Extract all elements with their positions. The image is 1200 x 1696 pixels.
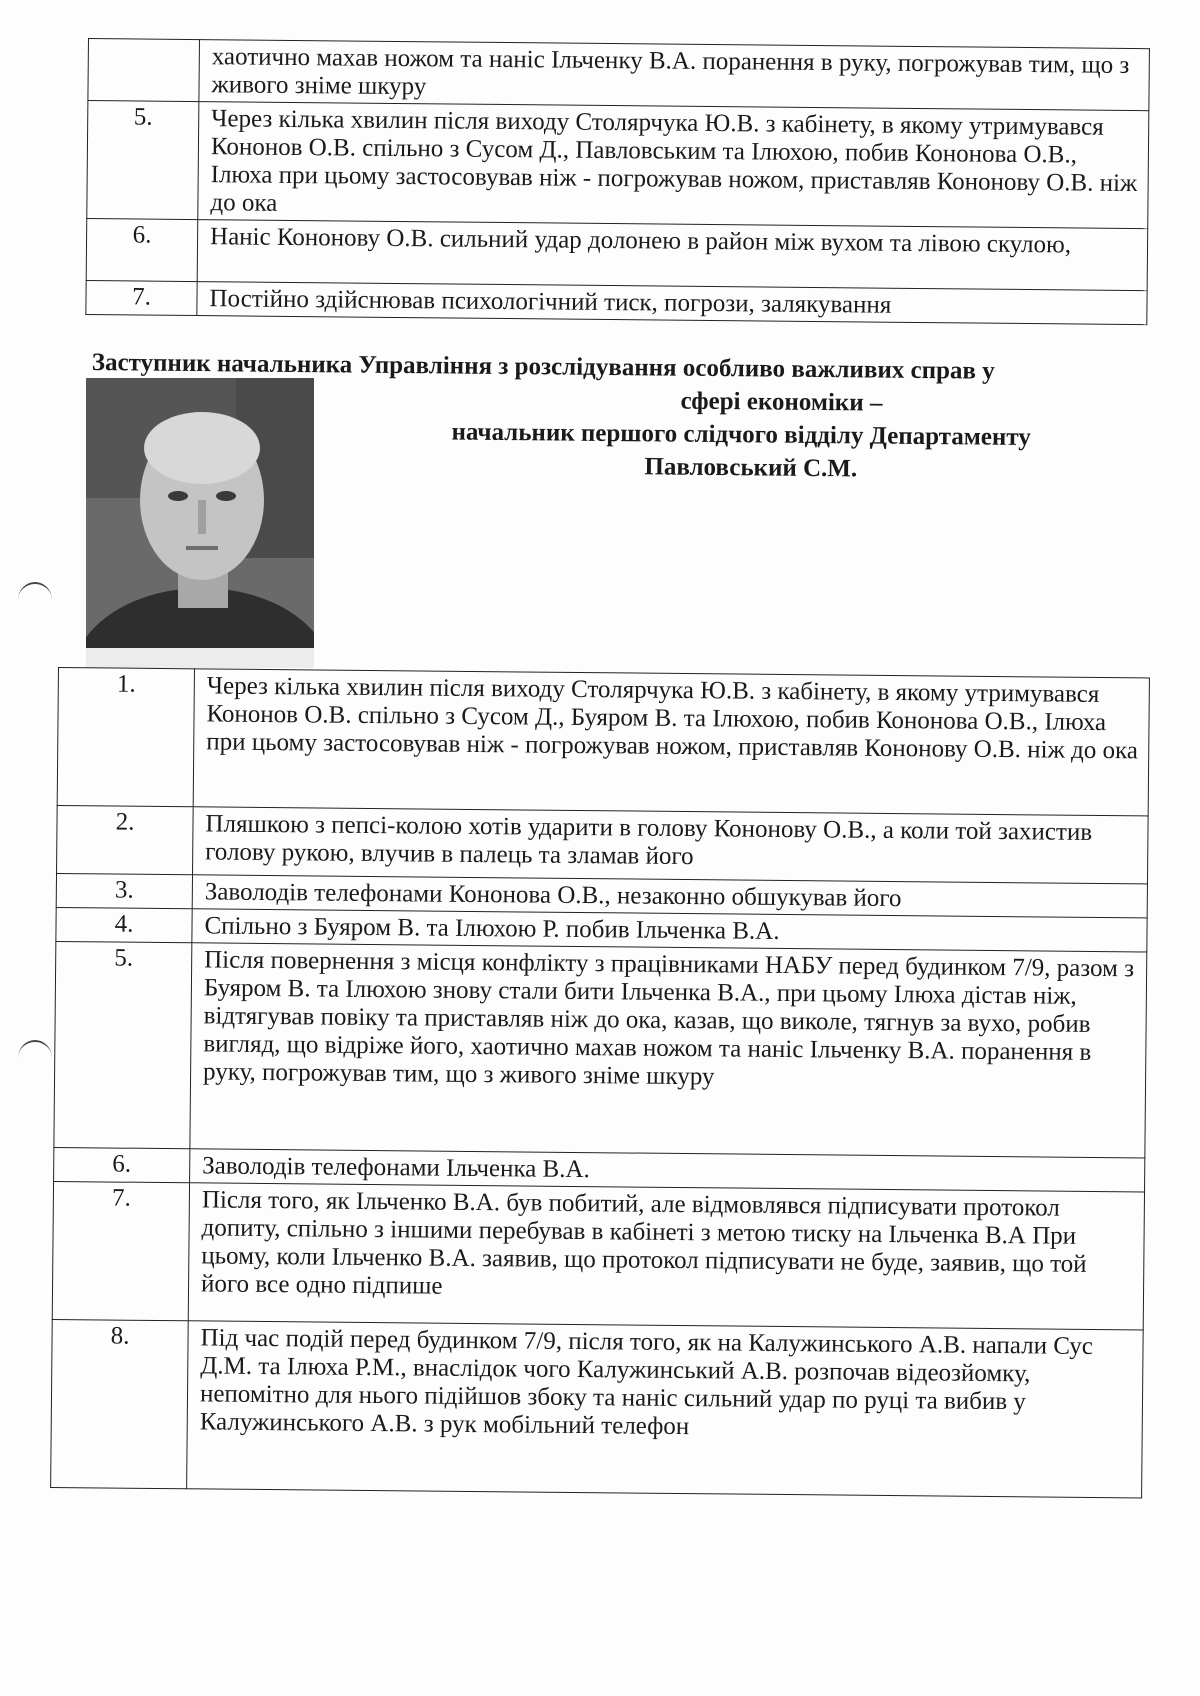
table-row xyxy=(57,668,1149,816)
punch-hole-mark xyxy=(18,582,52,618)
row-text: Заволодів телефонами Ільченка В.А. xyxy=(190,1149,1145,1192)
official-title-heading xyxy=(91,346,1152,488)
row-number: 3. xyxy=(56,873,192,908)
episodes-table-top xyxy=(85,38,1150,325)
heading-line: начальник першого слідчого відділу Департаменту xyxy=(451,418,1031,452)
table-row xyxy=(57,805,1149,883)
row-text: Спільно з Буяром В. та Ілюхою Р. побив Ільченка В.А. xyxy=(192,909,1147,952)
row-text: Заволодів телефонами Кононова О.В., незаконно обшукував його xyxy=(192,875,1147,918)
person-name: Павловський С.М. xyxy=(644,453,858,483)
table-row xyxy=(51,1319,1144,1497)
table-row xyxy=(86,218,1148,290)
row-number: 6. xyxy=(54,1147,190,1182)
table-row xyxy=(52,1181,1144,1329)
row-text: Пляшкою з пепсі-колою хотів ударити в голову Кононову О.В., а коли той захистив голову рукою, влучив в палець та зламав його xyxy=(193,807,1149,884)
row-number: 7. xyxy=(86,280,197,315)
row-number: 6. xyxy=(86,218,198,281)
punch-hole-mark xyxy=(18,1040,52,1076)
row-text: Постійно здійснював психологічний тиск, погрози, залякування xyxy=(197,282,1147,325)
table-row xyxy=(87,101,1149,229)
row-number: 2. xyxy=(57,805,194,874)
row-text: Після повернення з місця конфлікту з працівниками НАБУ перед будинком 7/9, разом з Буяром В. та Ілюхою знову стали бити Ільченка В.А., при цьому Ілюха дістав ніж, відтягував повіку та приставляв ніж до ока, казав, що виколе, тягнув за вухо, робив вигляд, що відріже його, хаотично махав ножом та наніс Ільченку В.А. поранення в руку, погрожував тим, що з живого зніме шкуру xyxy=(190,943,1147,1158)
heading-line: Заступник начальника Управління з розслідування особливо важливих справ у xyxy=(91,348,995,385)
row-text: хаотично махав ножом та наніс Ільченку В.А. поранення в руку, погрожував тим, що з живого зніме шкуру xyxy=(199,40,1150,111)
heading-line: сфері економіки – xyxy=(680,387,883,417)
row-text: Після того, як Ільченко В.А. був побитий, але відмовлявся підписувати протокол допиту, спільно з іншими перебував в кабінеті з метою тиску на Ільченка В.А При цьому, коли Ільченко В.А. заявив, що протокол підписувати не буде, заявив, що той його все одно підпише xyxy=(188,1183,1144,1330)
row-number: 7. xyxy=(52,1181,189,1320)
row-number: 5. xyxy=(54,941,192,1148)
row-text: Під час подій перед будинком 7/9, після того, як на Калужинського А.В. напали Сус Д.М. та Ілюха Р.М., внаслідок чого Калужинський А.В. розпочав відеозйомку, непомітно для нього підійшов збоку та наніс сильний удар по руці та вибив у Калужинського А.В. з рук мобільний телефон xyxy=(187,1321,1144,1498)
row-text: Наніс Кононову О.В. сильний удар долонею в район між вухом та лівою скулою, xyxy=(197,220,1148,291)
row-number: 5. xyxy=(87,101,199,220)
episodes-table-bottom xyxy=(50,667,1150,1498)
row-number xyxy=(88,39,200,102)
row-number: 8. xyxy=(51,1319,189,1488)
row-number: 1. xyxy=(57,668,194,807)
row-number: 4. xyxy=(56,907,192,942)
table-row xyxy=(88,39,1150,111)
row-text: Через кілька хвилин після виходу Столярчука Ю.В. з кабінету, в якому утримувався Кононов О.В. спільно з Сусом Д., Буяром В. та Ілюхою, побив Кононова О.В., Ілюха при цьому застосовував ніж - погрожував ножом, приставляв Кононову О.В. ніж до ока xyxy=(193,669,1149,816)
row-text: Через кілька хвилин після виходу Столярчука Ю.В. з кабінету, в якому утримувався Кононов О.В. спільно з Сусом Д., Павловським та Ілюхою, побив Кононова О.В., Ілюха при цьому застосовував ніж - погрожував ножом, приставляв Кононову О.В. ніж до ока xyxy=(198,102,1149,229)
table-row xyxy=(54,941,1147,1157)
